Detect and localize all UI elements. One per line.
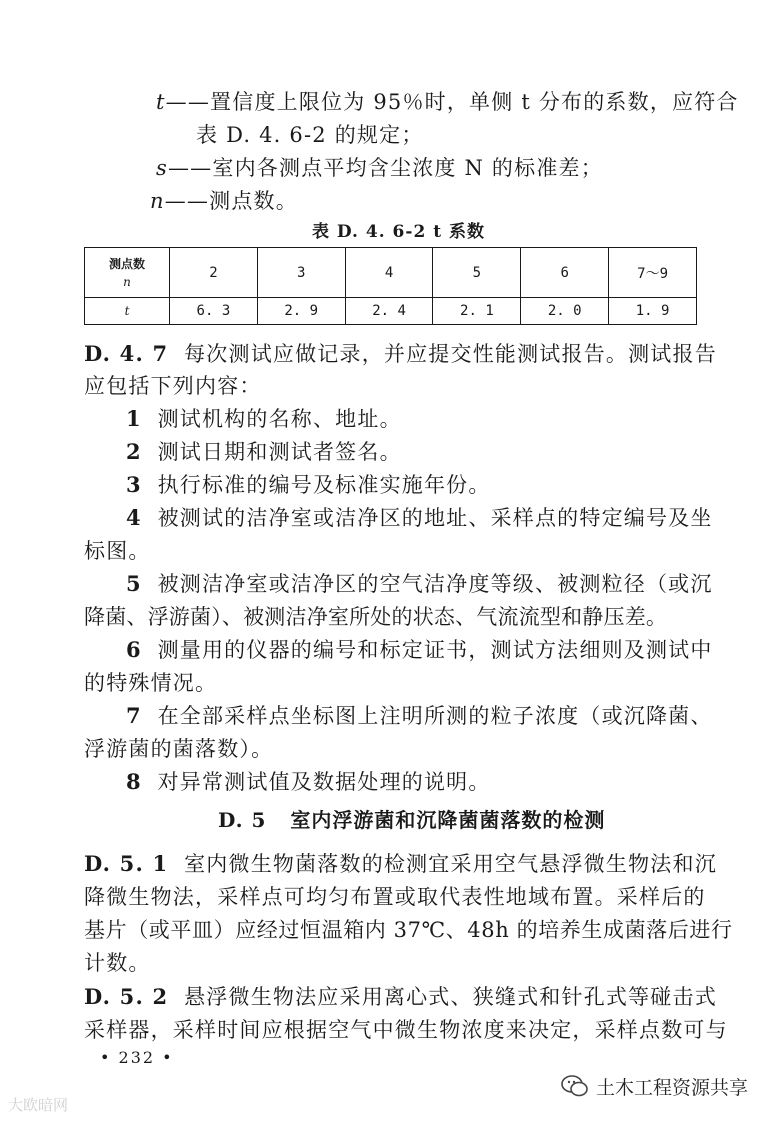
list-item: 1 测试机构的名称、地址。 (126, 406, 402, 431)
table-cell: 2. 9 (257, 298, 345, 325)
list-item-cont: 浮游菌的菌落数）。 (84, 737, 274, 761)
list-item-cont: 标图。 (84, 539, 151, 563)
clause-d51-cont: 降微生物法，采样点可均匀布置或取代表性地域布置。采样后的 (84, 885, 706, 909)
table-caption: 表 D. 4. 6-2 t 系数 (312, 222, 485, 242)
clause-d51: D. 5. 1 室内微生物菌落数的检测宜采用空气悬浮微生物法和沉 (84, 851, 717, 876)
t-coefficient-table (84, 247, 697, 325)
table-cell: 4 (345, 248, 433, 298)
clause-d47-cont: 应包括下列内容： (84, 374, 262, 398)
table-cell: 1. 9 (609, 298, 697, 325)
clause-d47: D. 4. 7 每次测试应做记录，并应提交性能测试报告。测试报告 (84, 341, 717, 366)
list-item-cont: 的特殊情况。 (84, 671, 218, 695)
list-item: 3 执行标准的编号及标准实施年份。 (126, 472, 491, 497)
wechat-icon (560, 1073, 590, 1099)
def-t-cont: 表 D. 4. 6-2 的规定； (196, 123, 424, 147)
table-cell: 5 (433, 248, 521, 298)
table-cell: 6. 3 (170, 298, 258, 325)
table-cell: 2. 4 (345, 298, 433, 325)
table-row-label: t (85, 298, 170, 325)
table-cell: 7～9 (609, 248, 697, 298)
table-row (85, 248, 697, 298)
table-row (85, 298, 697, 325)
table-cell: 2. 1 (433, 298, 521, 325)
clause-d52-cont: 采样器，采样时间应根据空气中微生物浓度来决定，采样点数可与 (84, 1018, 728, 1042)
list-item-cont: 降菌、浮游菌）、被测洁净室所处的状态、气流流型和静压差。 (84, 605, 668, 629)
clause-d51-cont: 基片（或平皿）应经过恒温箱内 37℃、48h 的培养生成菌落后进行 (84, 918, 733, 942)
watermark-corner: 大欧暗网 (8, 1096, 69, 1114)
table-cell: 2 (170, 248, 258, 298)
def-t: t——置信度上限位为 95％时，单侧 t 分布的系数，应符合 (156, 90, 739, 114)
list-item: 8 对异常测试值及数据处理的说明。 (126, 769, 491, 794)
table-cell: 2. 0 (521, 298, 609, 325)
def-s: s——室内各测点平均含尘浓度 N 的标准差； (156, 156, 603, 180)
watermark-text: 土木工程资源共享 (596, 1077, 749, 1099)
list-item: 6 测量用的仪器的编号和标定证书，测试方法细则及测试中 (126, 637, 713, 662)
list-item: 7 在全部采样点坐标图上注明所测的粒子浓度（或沉降菌、 (126, 703, 713, 728)
list-item: 4 被测试的洁净室或洁净区的地址、采样点的特定编号及坐 (126, 505, 713, 530)
def-n: n——测点数。 (150, 189, 298, 213)
table-header-cell: 测点数 n (85, 248, 170, 298)
list-item: 2 测试日期和测试者签名。 (126, 439, 402, 464)
section-heading: D. 5 室内浮游菌和沉降菌菌落数的检测 (218, 808, 606, 832)
page-number: • 232 • (100, 1048, 174, 1067)
clause-d52: D. 5. 2 悬浮微生物法应采用离心式、狭缝式和针孔式等碰击式 (84, 984, 717, 1009)
table-cell: 3 (257, 248, 345, 298)
table-cell: 6 (521, 248, 609, 298)
clause-d51-cont: 计数。 (84, 951, 151, 975)
list-item: 5 被测洁净室或洁净区的空气洁净度等级、被测粒径（或沉 (126, 571, 713, 596)
